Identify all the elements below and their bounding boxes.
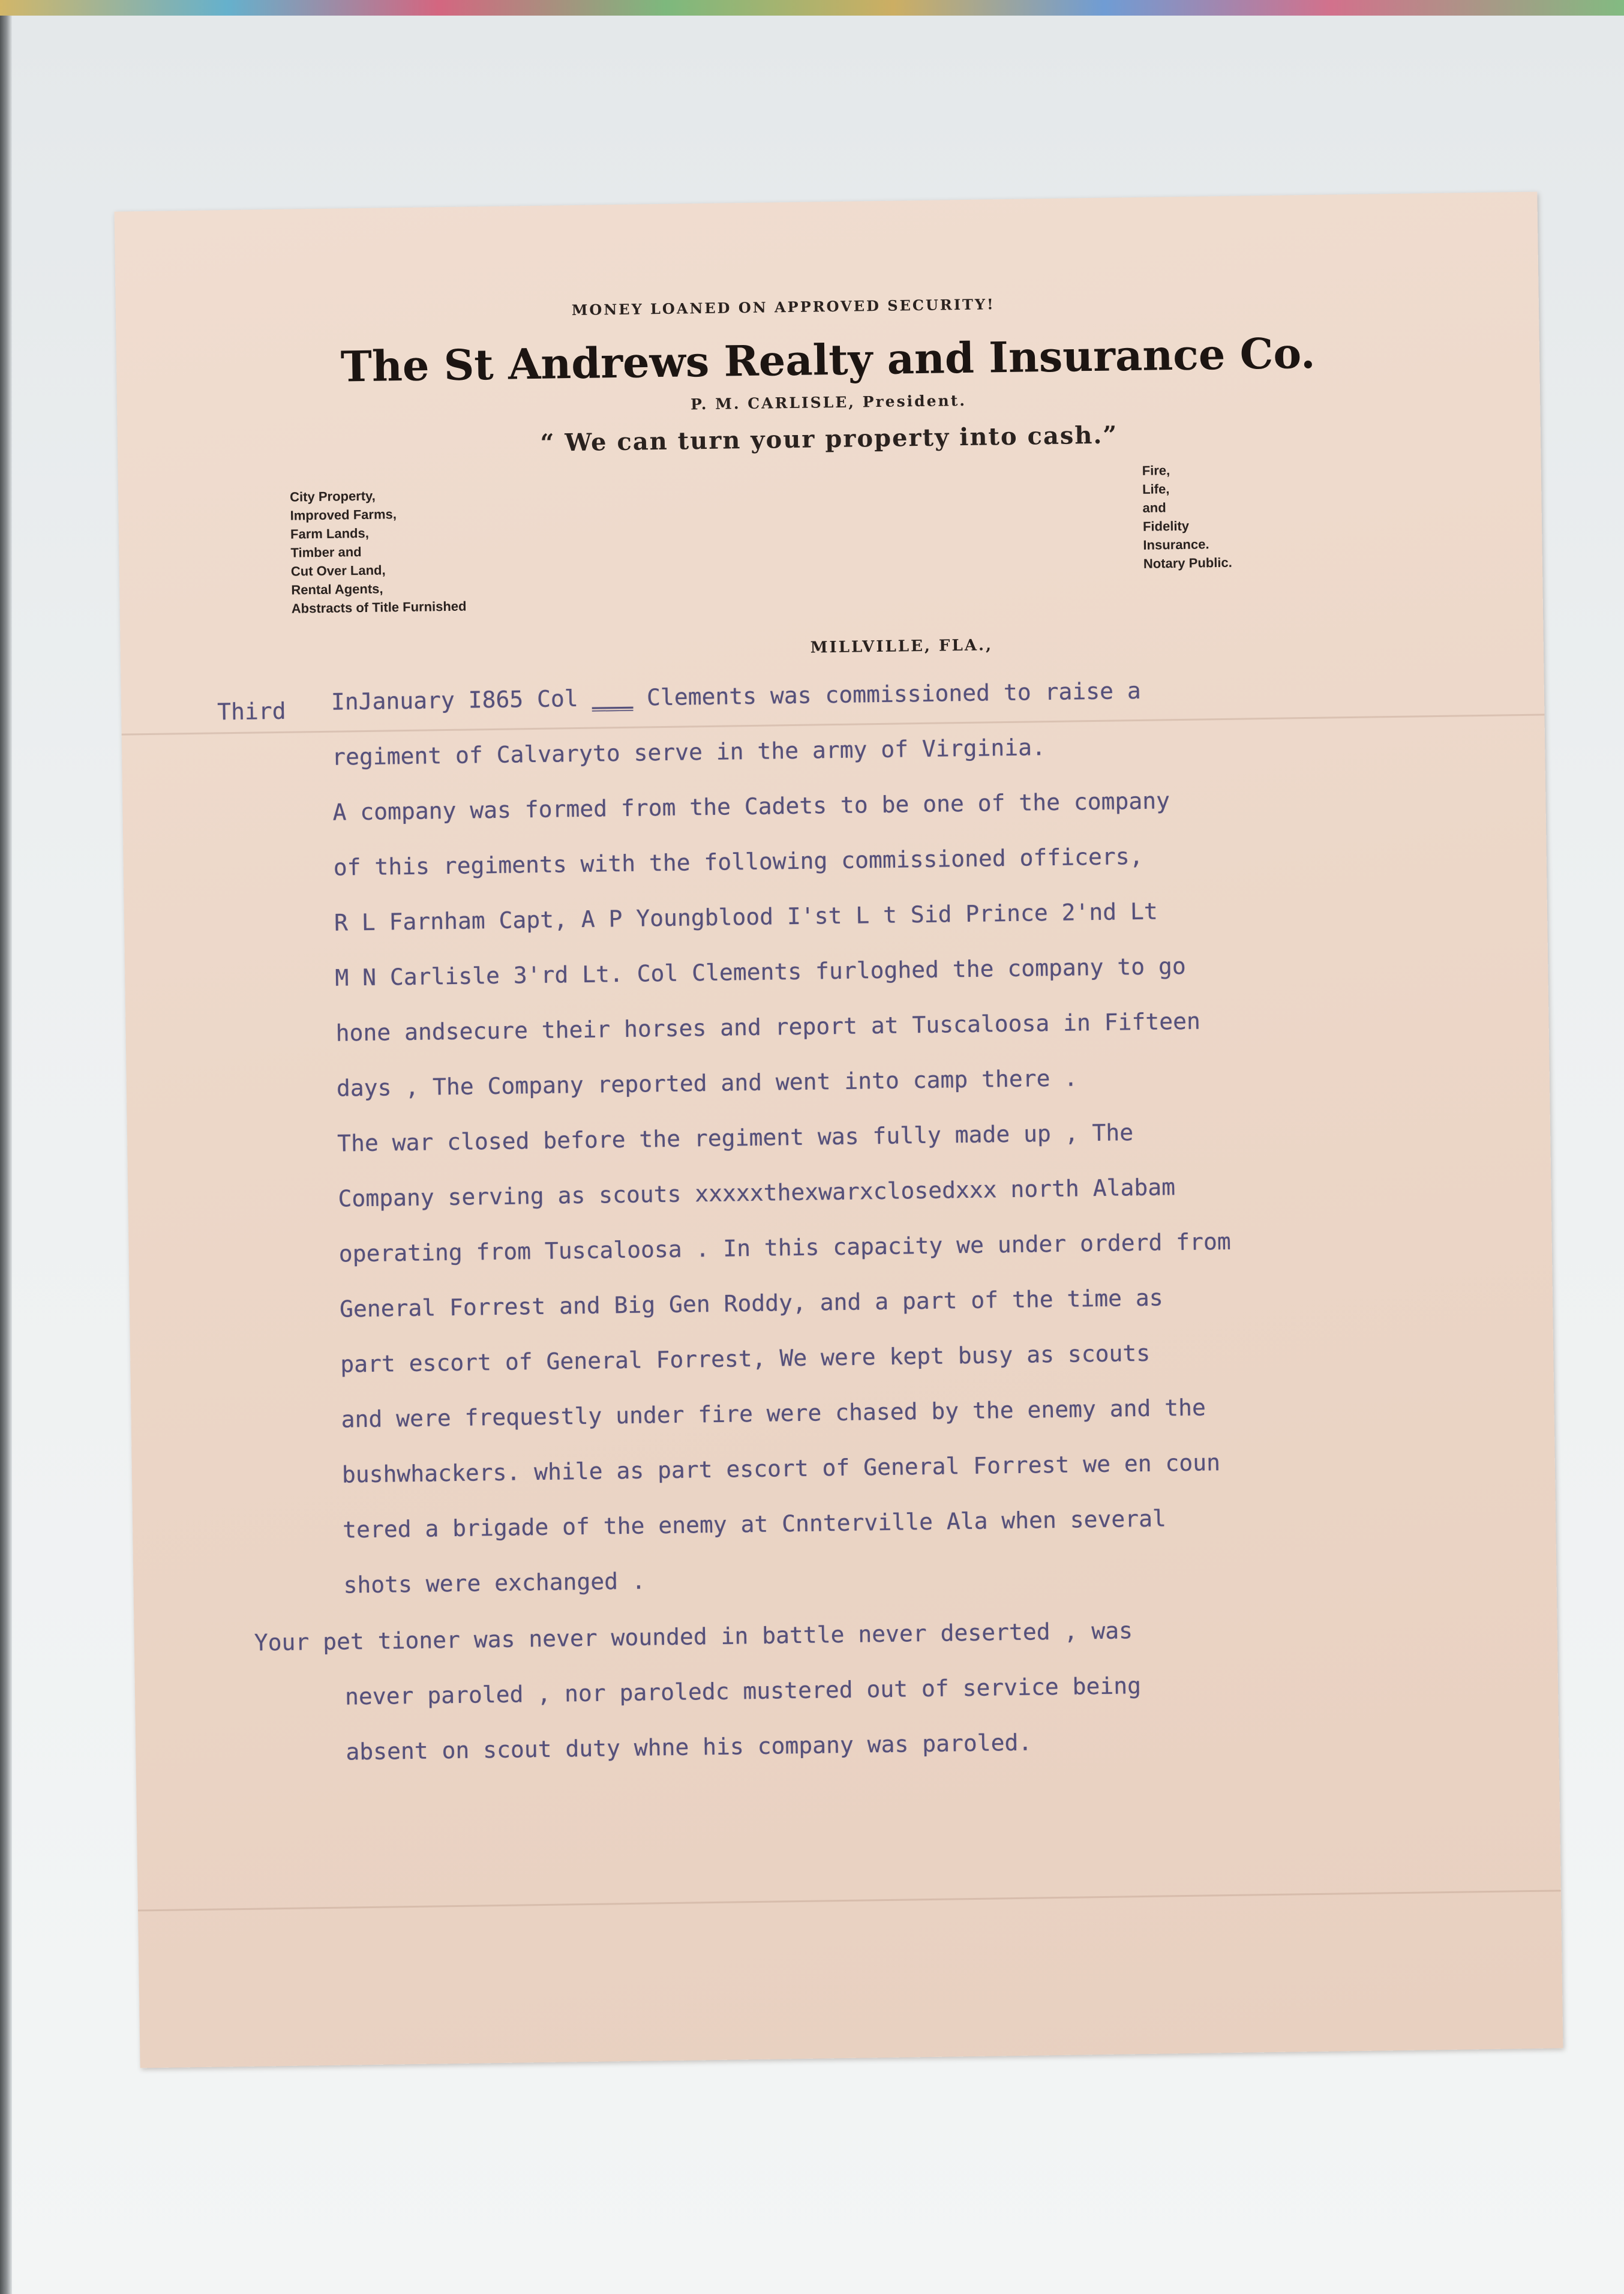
typed-line: The war closed before the regiment was fully made up , The xyxy=(337,1119,1134,1157)
typed-line: shots were exchanged . xyxy=(343,1567,646,1599)
typed-line-end: Clements was commissioned to raise a xyxy=(632,677,1141,711)
typed-line: days , The Company reported and went into camp there . xyxy=(336,1064,1078,1102)
typed-line: hone andsecure their horses and report at Tuscaloosa in Fifteen xyxy=(335,1007,1201,1046)
service-item: Timber and xyxy=(290,544,362,560)
paper-fold-line xyxy=(138,1890,1561,1911)
service-item: Fidelity xyxy=(1142,518,1190,534)
services-right-list xyxy=(1142,460,1232,573)
service-item: Improved Farms, xyxy=(290,506,397,523)
letter-sheet xyxy=(115,192,1563,2068)
company-name: The St Andrews Realty and Insurance Co. xyxy=(340,328,1316,392)
scanner-color-strip xyxy=(0,0,1624,16)
service-item: Life, xyxy=(1142,481,1170,497)
blank-name-field: ___ xyxy=(592,684,634,712)
typed-line: Company serving as scouts xxxxxthexwarxclosedxxx north Alabam xyxy=(338,1174,1176,1212)
typed-line: part escort of General Forrest, We were kept busy as scouts xyxy=(340,1339,1151,1378)
service-item: Insurance. xyxy=(1143,536,1209,553)
typed-line: A company was formed from the Cadets to be one of the company xyxy=(332,787,1170,826)
service-item: and xyxy=(1142,500,1166,515)
typed-line: General Forrest and Big Gen Roddy, and a part of the time as xyxy=(339,1284,1163,1323)
typed-line: never paroled , nor paroledc mustered out of service being xyxy=(344,1672,1142,1710)
paper-fold-line xyxy=(122,714,1545,736)
typed-line: of this regiments with the following commissioned officers, xyxy=(333,842,1143,881)
typed-line: operating from Tuscaloosa . In this capacity we under orderd from xyxy=(338,1228,1232,1267)
typed-line: Your pet tioner was never wounded in battle never deserted , was xyxy=(254,1617,1133,1656)
scanner-edge-shadow xyxy=(0,16,12,2294)
typed-line: absent on scout duty whne his company was paroled. xyxy=(346,1729,1032,1765)
service-item: Rental Agents, xyxy=(291,581,383,598)
letterhead-tagline: MONEY LOANED ON APPROVED SECURITY! xyxy=(571,295,995,319)
typed-line: bushwhackers. while as part escort of General Forrest we en coun xyxy=(341,1449,1221,1488)
service-item: Abstracts of Title Furnished xyxy=(291,598,467,616)
service-item: City Property, xyxy=(290,488,376,505)
service-item: Farm Lands, xyxy=(290,525,370,542)
typed-line xyxy=(331,677,1141,715)
typed-line: and were frequestly under fire were chased by the enemy and the xyxy=(341,1394,1206,1433)
service-item: Fire, xyxy=(1142,463,1170,478)
show-through-watermark: ​ xyxy=(154,1351,156,1456)
president-line: P. M. CARLISLE, President. xyxy=(690,391,967,413)
typed-line: R L Farnham Capt, A P Youngblood I'st L t Sid Prince 2'nd Lt xyxy=(334,898,1158,936)
margin-label: Third xyxy=(217,697,286,725)
typed-line-start: InJanuary I865 Col xyxy=(331,685,592,715)
typed-line: tered a brigade of the enemy at Cnnterville Ala when several xyxy=(342,1505,1167,1543)
typed-line: regiment of Calvaryto serve in the army of Virginia. xyxy=(331,734,1046,770)
typed-line: M N Carlisle 3'rd Lt. Col Clements furloghed the company to go xyxy=(335,952,1186,991)
service-item: Notary Public. xyxy=(1143,554,1232,571)
dateline-location: MILLVILLE, FLA., xyxy=(810,636,993,657)
company-slogan: “ We can turn your property into cash.” xyxy=(540,421,1118,457)
service-item: Cut Over Land, xyxy=(290,562,386,579)
services-left-list xyxy=(290,485,467,618)
